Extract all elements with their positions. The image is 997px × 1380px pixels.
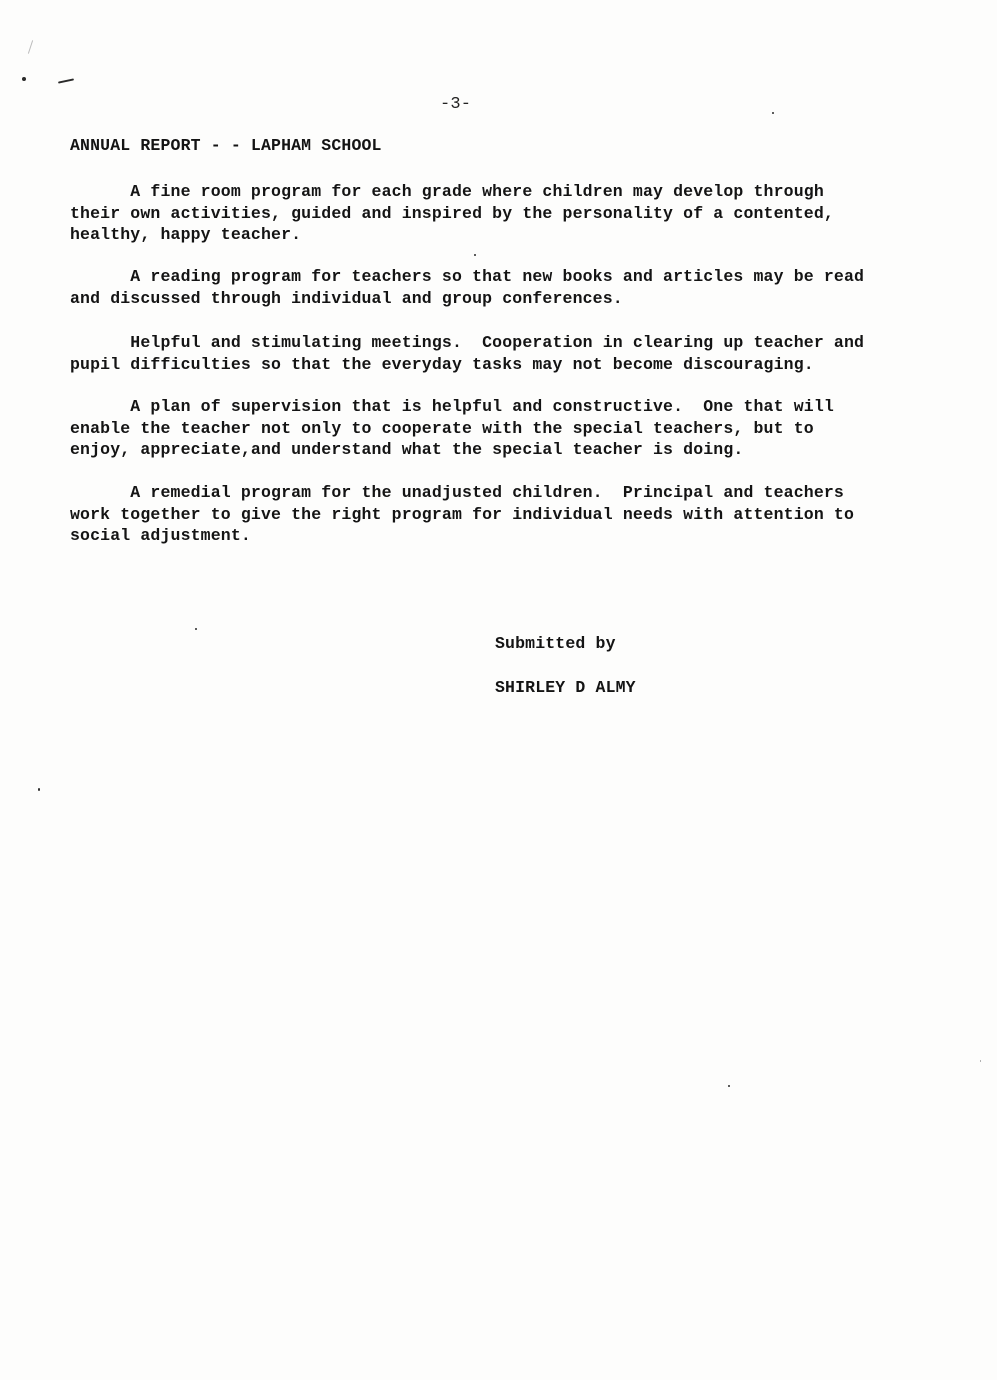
text-line: their own activities, guided and inspired by the personality of a contented, (70, 203, 834, 223)
text-line: pupil difficulties so that the everyday tasks may not become discouraging. (70, 354, 814, 374)
text-line: Helpful and stimulating meetings. Cooperation in clearing up teacher and (70, 333, 865, 352)
paragraph-meetings (70, 332, 864, 375)
text-line: and discussed through individual and group conferences. (70, 288, 623, 308)
paragraph-room-program (70, 181, 834, 246)
text-line: work together to give the right program for individual needs with attention to (70, 504, 855, 524)
report-title: ANNUAL REPORT - - LAPHAM SCHOOL (70, 136, 382, 155)
page-number: -3- (440, 95, 472, 114)
text-line: A fine room program for each grade where children may develop through (70, 182, 824, 201)
scan-speck (980, 1060, 981, 1062)
scan-speck (772, 112, 774, 114)
paragraph-supervision (70, 396, 834, 461)
paragraph-remedial-program (70, 482, 854, 547)
paragraph-reading-program (70, 266, 864, 309)
text-line: enjoy, appreciate,and understand what the special teacher is doing. (70, 440, 744, 459)
scan-speck (28, 40, 33, 54)
scan-speck (195, 628, 197, 630)
scan-speck (474, 254, 476, 256)
text-line: A plan of supervision that is helpful and constructive. One that will (70, 397, 834, 416)
scan-speck (728, 1085, 730, 1087)
scan-speck (58, 78, 74, 83)
submitter-name: SHIRLEY D ALMY (495, 678, 636, 697)
text-line: social adjustment. (70, 526, 251, 545)
text-line: healthy, happy teacher. (70, 225, 302, 244)
text-line: A reading program for teachers so that new books and articles may be read (70, 267, 865, 286)
scan-speck (38, 788, 40, 791)
text-line: A remedial program for the unadjusted children. Principal and teachers (70, 483, 844, 502)
scan-speck (22, 77, 26, 81)
submitted-by-label: Submitted by (495, 634, 616, 653)
text-line: enable the teacher not only to cooperate with the special teachers, but to (70, 418, 814, 438)
